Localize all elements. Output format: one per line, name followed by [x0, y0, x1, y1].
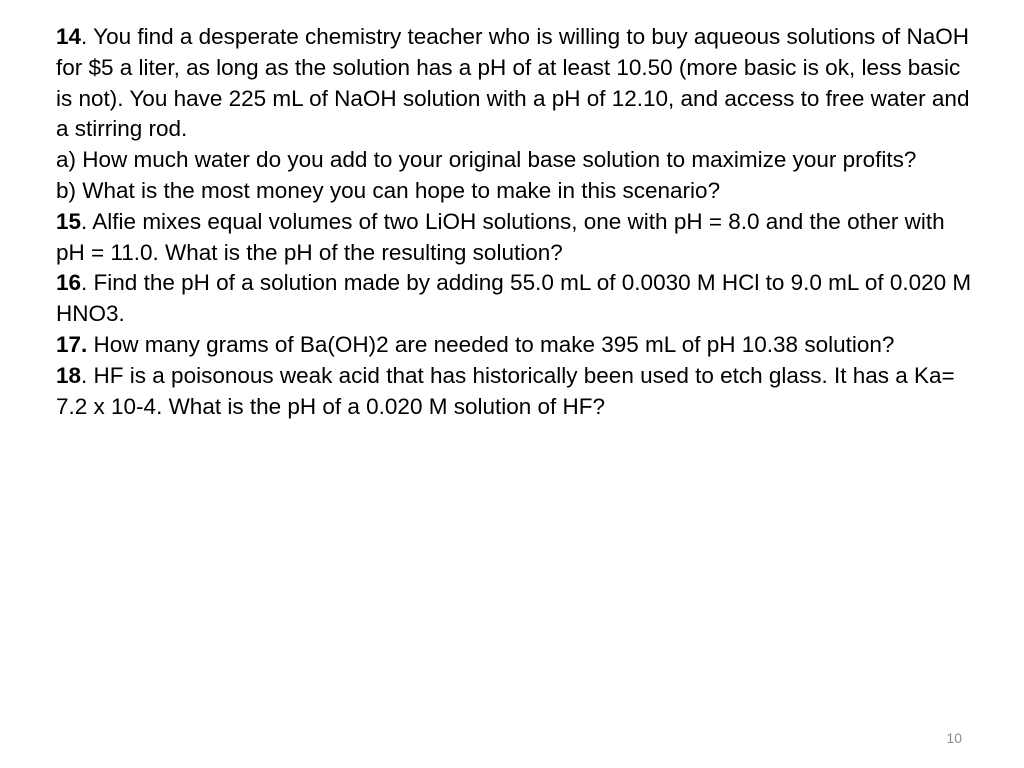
question-text: How many grams of Ba(OH)2 are needed to make 395 mL of pH 10.38 solution? — [93, 331, 895, 357]
question-14 — [56, 22, 976, 145]
question-15 — [56, 207, 976, 269]
question-text: Find the pH of a solution made by adding 55.0 mL of 0.0030 M HCl to 9.0 mL of 0.020 M HNO3. — [56, 270, 972, 327]
question-17 — [56, 330, 976, 361]
question-number: 16 — [56, 270, 82, 296]
question-number: 15 — [56, 208, 82, 234]
question-16 — [56, 268, 976, 330]
question-14-part-b: b) What is the most money you can hope to make in this scenario? — [56, 177, 721, 203]
question-text: HF is a poisonous weak acid that has historically been used to etch glass. It has a Ka= 7.2 x 10-4. What is the pH of a 0.020 M solution of HF? — [56, 362, 955, 419]
slide-body — [56, 22, 976, 422]
question-18 — [56, 361, 976, 423]
question-text: You find a desperate chemistry teacher who is willing to buy aqueous solutions of NaOH for $5 a liter, as long as the solution has a pH of at least 10.50 (more basic is ok, less basic is not). You have 225 mL of NaOH solution with a pH of 12.10, and access to free water and a stirring rod. — [56, 24, 970, 142]
question-number: 18 — [56, 362, 82, 388]
question-separator: . — [81, 24, 94, 49]
question-number: 17. — [56, 331, 88, 357]
page-number: 10 — [946, 730, 962, 746]
question-text: Alfie mixes equal volumes of two LiOH solutions, one with pH = 8.0 and the other with pH = 11.0. What is the pH of the resulting solution? — [56, 208, 945, 265]
question-separator: . — [81, 270, 94, 296]
question-14-part-a: a) How much water do you add to your original base solution to maximize your profits? — [56, 147, 917, 173]
question-separator: . — [81, 208, 93, 234]
question-number: 14 — [56, 24, 82, 49]
question-separator: . — [81, 362, 94, 388]
